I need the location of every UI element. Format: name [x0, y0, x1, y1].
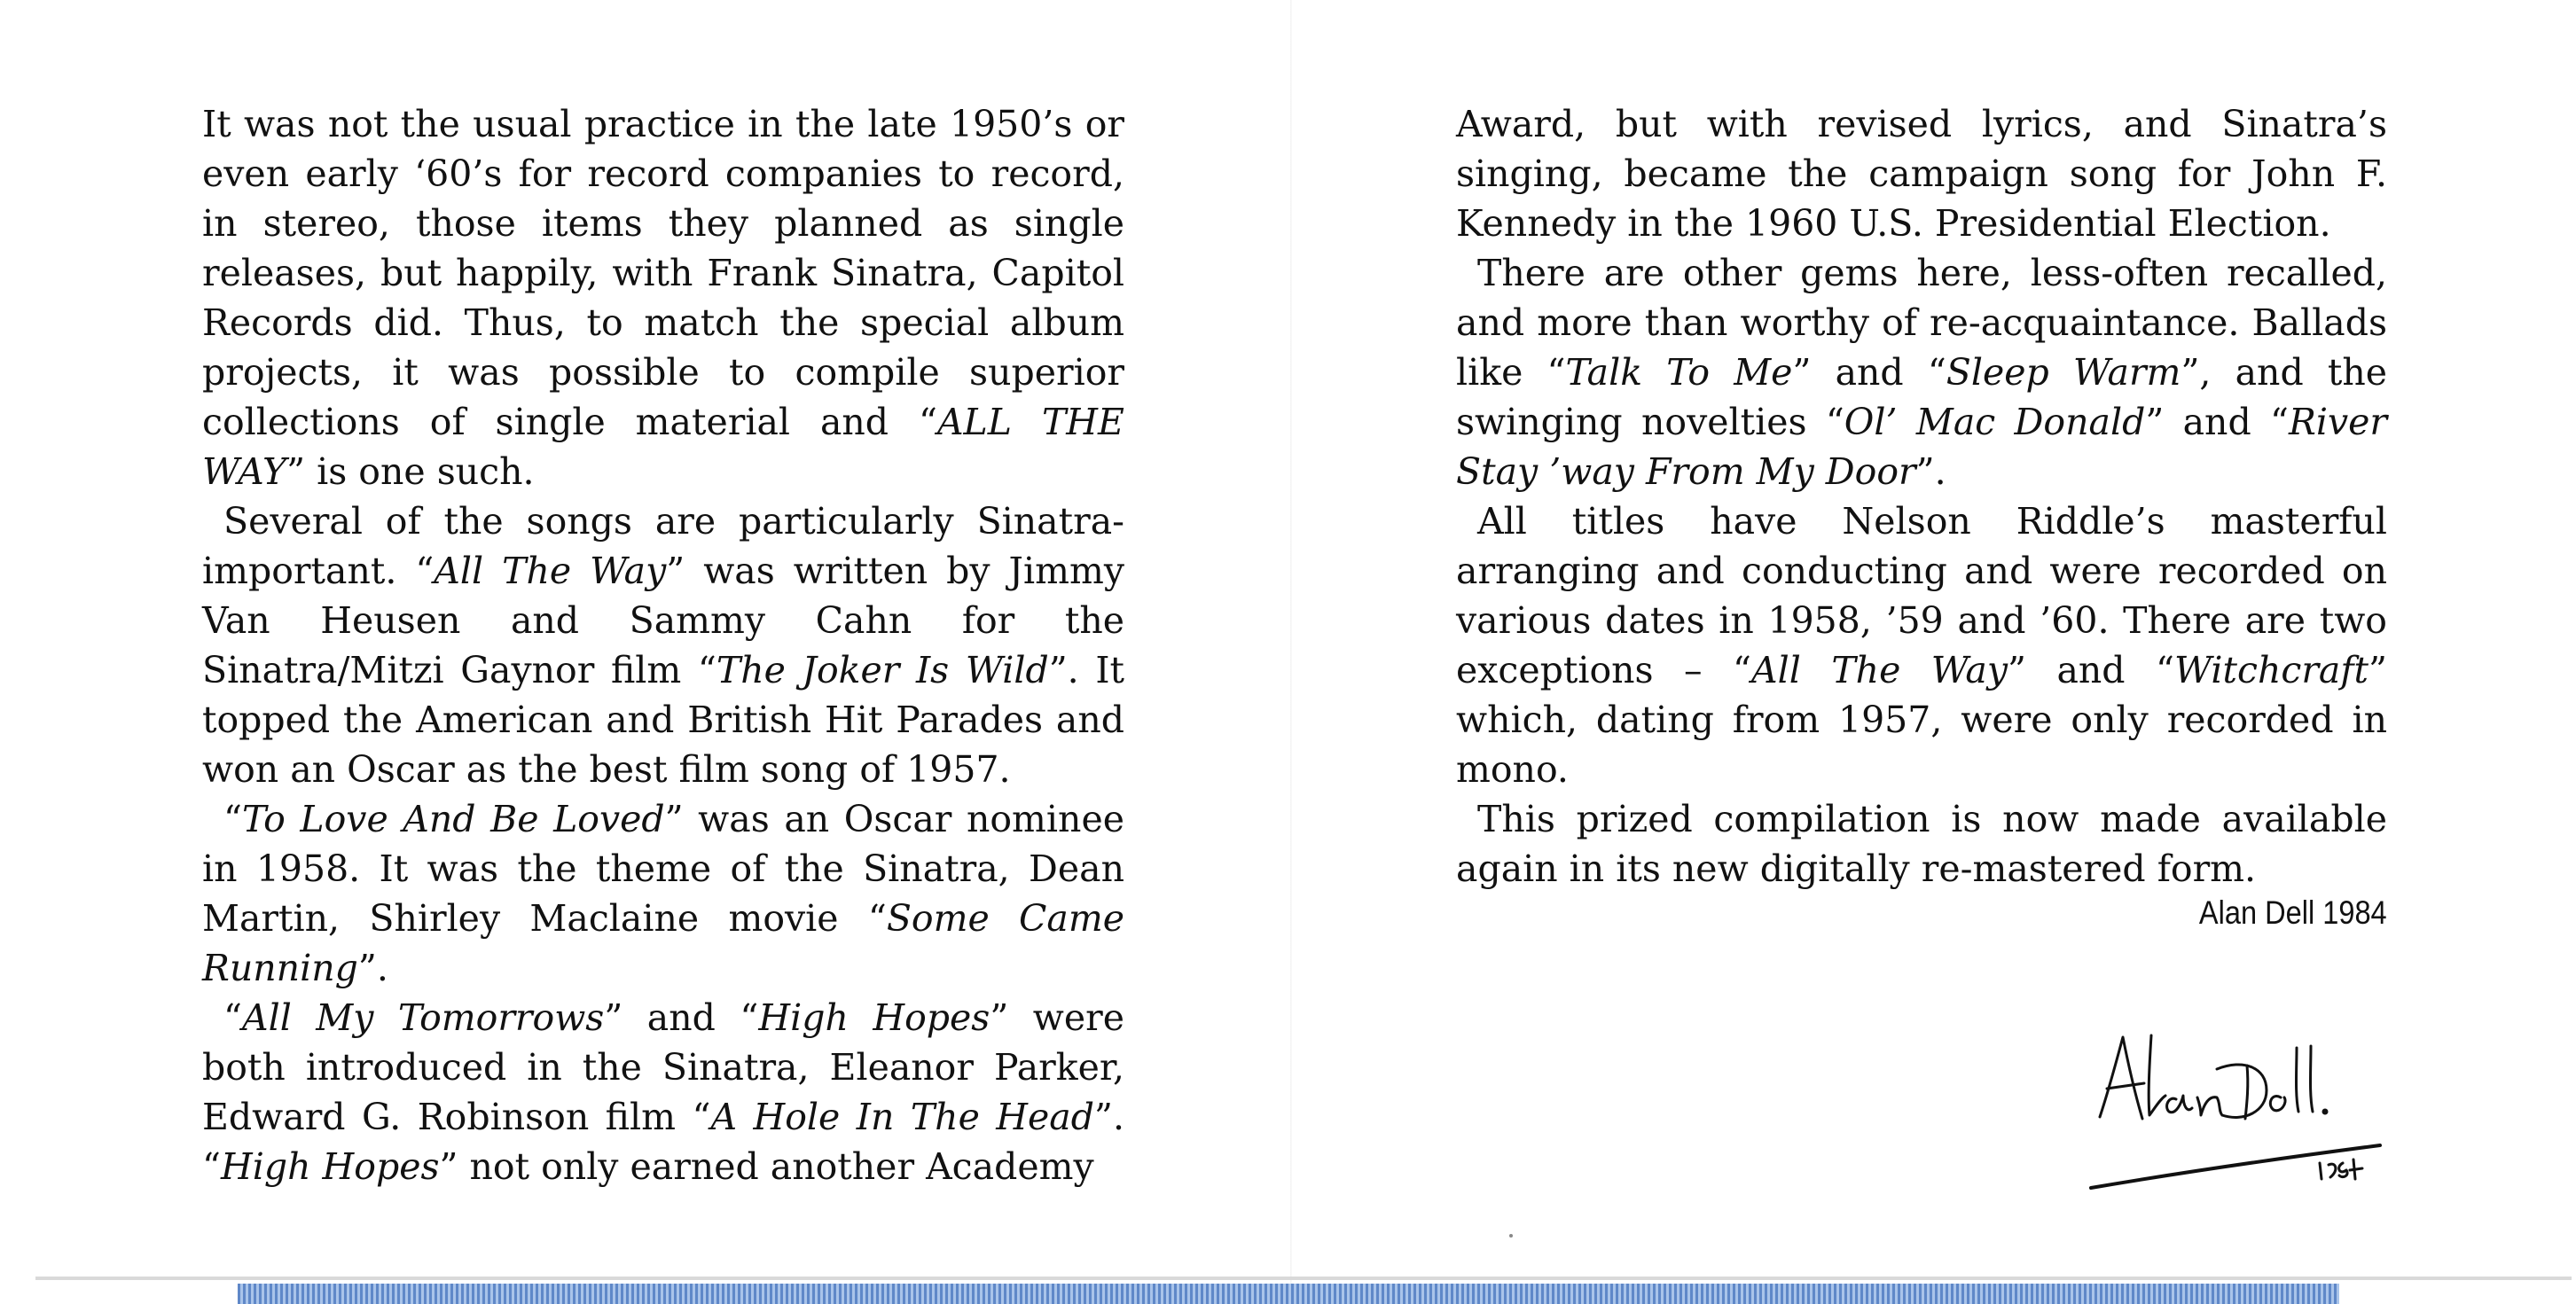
paragraph-nelson-riddle: All titles have Nelson Riddle’s masterful arranging and conducting and were recorded on various dates in 1958, ’59 and ’60. There are two exceptions – “All The Way” and “Witchcraft” which, dating from 1957, were only recorded in mono. [1456, 500, 2387, 791]
paragraph-to-love-and-be-loved: “To Love And Be Loved” was an Oscar nominee in 1958. It was the theme of the Sinatra, Dean Martin, Shirley Maclaine movie “Some Came Running”. [202, 798, 1125, 989]
paragraph-campaign-song: Award, but with revised lyrics, and Sinatra’s singing, became the campaign song for John F. Kennedy in the 1960 U.S. Presidential Election. [1456, 103, 2387, 245]
paragraph-stereo-singles: It was not the usual practice in the late 1950’s or even early ‘60’s for record companies to record, in stereo, those items they planned as single releases, but happily, with Frank Sinatra, Capitol Records did. Thus, to match the special album projects, it was possible to compile superior collections of single material and “ALL THE WAY” is one such. [202, 103, 1124, 493]
print-speck [1509, 1234, 1513, 1238]
right-column [1456, 99, 2387, 894]
left-column [202, 99, 1124, 1191]
decorative-blue-strip [238, 1284, 2339, 1304]
handwritten-signature [2084, 1011, 2403, 1197]
page-fold [1290, 0, 1292, 1285]
paragraph-other-gems: There are other gems here, less-often recalled, and more than worthy of re-acquaintance. Ballads like “Talk To Me” and “Sleep Warm”, and the swinging novelties “Ol’ Mac Donald” and “River Stay ’way From My Door”. [1456, 252, 2387, 493]
paragraph-high-hopes: “All My Tomorrows” and “High Hopes” were both introduced in the Sinatra, Eleanor Parker, Edward G. Robinson film “A Hole In The Head”. “High Hopes” not only earned another Academy [202, 996, 1124, 1188]
paragraph-remastered: This prized compilation is now made available again in its new digitally re-mastered form. [1456, 798, 2387, 890]
paragraph-all-the-way: Several of the songs are particularly Sinatra-important. “All The Way” was written by Jimmy Van Heusen and Sammy Cahn for the Sinatra/Mitzi Gaynor film “The Joker Is Wild”. It topped the American and British Hit Parades and won an Oscar as the best film song of 1957. [202, 500, 1125, 791]
sheet-edge-shadow [35, 1277, 2572, 1280]
author-credit: Alan Dell 1984 [2199, 894, 2387, 931]
